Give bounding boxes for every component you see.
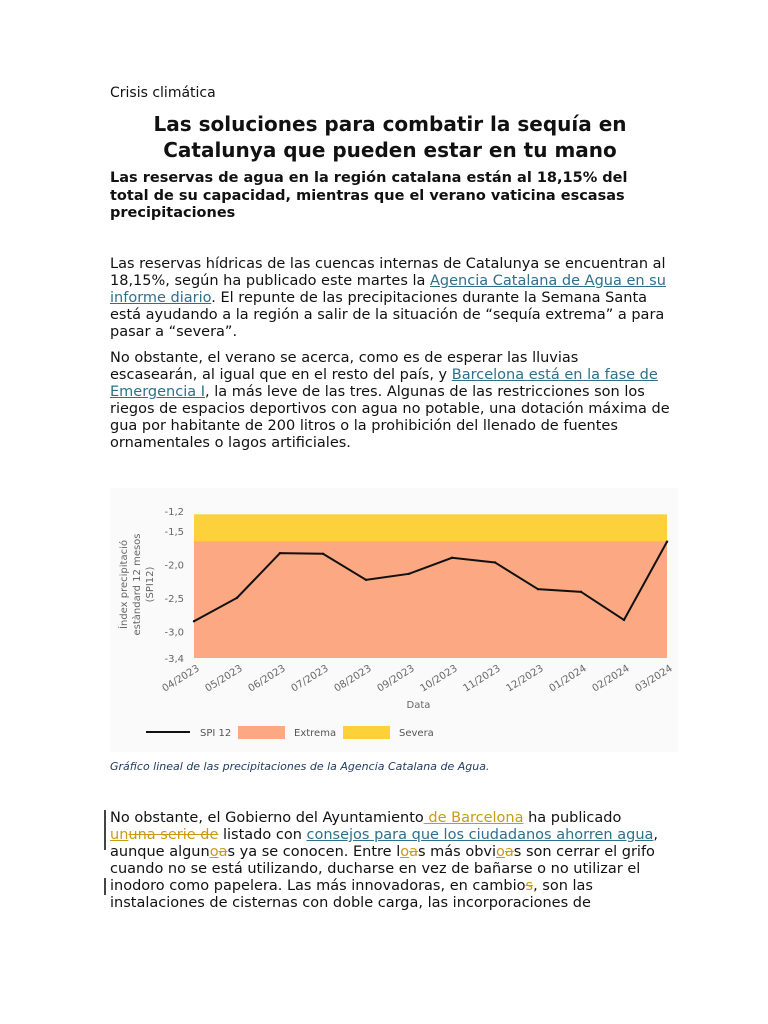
data-point: [494, 561, 496, 563]
data-point: [365, 579, 367, 581]
data-point: [537, 588, 539, 590]
y-tick-label: -3,4: [164, 654, 184, 665]
legend-label: SPI 12: [200, 728, 232, 739]
paragraph-1-text-b: . El repunte de las precipitaciones durante la Semana Santa está ayudando a la región a salir de la situación de “sequía extrema” a para pasar a “severa”.: [110, 290, 665, 340]
x-tick-label: 10/2023: [418, 663, 460, 695]
link-agencia-catalana[interactable]: Agencia Catalana de Agua en su informe diario: [110, 273, 666, 306]
y-tick-label: -2,0: [164, 560, 184, 572]
chart-caption: Gráfico lineal de las precipitaciones de la Agencia Catalana de Agua.: [110, 760, 490, 773]
x-tick-label: 11/2023: [461, 663, 503, 695]
legend-label: Extrema: [294, 728, 337, 739]
paragraph-3-text: ha publicado: [523, 810, 622, 826]
change-bar: [104, 878, 106, 895]
x-tick-label: 07/2023: [289, 663, 331, 695]
tracked-deletion[interactable]: una serie de: [128, 827, 219, 843]
data-point: [580, 591, 582, 593]
y-tick-label: -1,2: [164, 507, 184, 518]
x-tick-label: 01/2024: [547, 663, 589, 695]
tracked-insertion[interactable]: un: [110, 827, 129, 843]
data-point: [451, 557, 453, 559]
y-tick-label: -3,0: [164, 627, 184, 639]
paragraph-3-text: , son las instalaciones de cisternas con doble carga, las incorporaciones de: [110, 878, 593, 911]
band-extrema: [194, 541, 667, 658]
data-point: [666, 541, 668, 543]
paragraph-3-text: s más obvi: [418, 844, 497, 860]
link-consejos-ahorro-agua[interactable]: consejos para que los ciudadanos ahorren agua: [306, 827, 654, 843]
link-barcelona-emergencia[interactable]: Barcelona está en la fase de Emergencia I: [110, 367, 658, 400]
y-tick-label: -1,5: [164, 527, 184, 539]
x-tick-label: 08/2023: [332, 663, 374, 695]
paragraph-3-text: No obstante, el Gobierno del Ayuntamiento: [110, 810, 424, 826]
tracked-insertion[interactable]: o: [496, 844, 505, 860]
tracked-insertion[interactable]: o: [209, 844, 219, 860]
x-axis-label: Data: [406, 700, 431, 711]
tracked-insertion[interactable]: o: [400, 844, 410, 860]
paragraph-3-text: s son cerrar el grifo cuando no se está utilizando, ducharse en vez de bañarse o no utilizar el inodoro como papelera. Las más innovadoras, en cambio: [110, 844, 655, 894]
article-title: Las soluciones para combatir la sequía en Catalunya que pueden estar en tu mano: [153, 112, 627, 162]
chart-svg: [110, 488, 678, 752]
data-point: [193, 620, 195, 622]
x-tick-label: 09/2023: [375, 663, 417, 695]
precipitation-chart: [110, 488, 678, 752]
x-tick-label: 06/2023: [246, 663, 288, 695]
data-point: [279, 552, 281, 554]
y-axis-label: Índex precipitació: [119, 540, 130, 629]
x-tick-label: 12/2023: [504, 663, 546, 695]
paragraph-1: [110, 256, 670, 341]
y-tick-label: -2,5: [164, 593, 184, 605]
paragraph-2-text-a: No obstante, el verano se acerca, como es de esperar las lluvias escasearán, al igual que en el resto del país, y: [110, 350, 579, 383]
data-point: [322, 553, 324, 555]
legend-swatch-extrema: [238, 726, 285, 739]
x-tick-label: 04/2023: [160, 663, 202, 695]
band-severa: [194, 514, 667, 541]
y-axis-label: (SPI12): [145, 566, 156, 603]
x-tick-label: 05/2023: [203, 663, 245, 695]
paragraph-1-text-a: Las reservas hídricas de las cuencas internas de Catalunya se encuentran al 18,15%, según ha publicado este martes la: [110, 256, 666, 289]
tracked-insertion[interactable]: de Barcelona: [423, 810, 524, 826]
x-tick-label: 03/2024: [633, 663, 675, 695]
y-axis-label: estàndard 12 mesos: [132, 533, 143, 636]
data-point: [623, 619, 625, 621]
legend-swatch-severa: [343, 726, 390, 739]
tracked-deletion[interactable]: a: [504, 844, 514, 860]
data-point: [408, 573, 410, 575]
paragraph-3-text: s ya se conocen. Entre l: [227, 844, 401, 860]
tracked-deletion[interactable]: a: [218, 844, 228, 860]
paragraph-3-text: listado con: [218, 827, 307, 843]
section-label: Crisis climática: [110, 85, 216, 101]
paragraph-3: [110, 810, 670, 912]
paragraph-3-text: , aunque algun: [110, 827, 659, 860]
x-tick-label: 02/2024: [590, 663, 632, 695]
tracked-deletion[interactable]: s: [525, 878, 534, 894]
change-bar: [104, 810, 106, 850]
article-subtitle: Las reservas de agua en la región catalana están al 18,15% del total de su capacidad, mientras que el verano vaticina escasas precipitaciones: [110, 170, 628, 221]
data-point: [236, 597, 238, 599]
paragraph-2: [110, 350, 670, 452]
legend-label: Severa: [399, 728, 434, 739]
tracked-deletion[interactable]: a: [409, 844, 418, 860]
paragraph-2-text-b: , la más leve de las tres. Algunas de las restricciones son los riegos de espacios deportivos con agua no potable, una dotación máxima de gua por habitante de 200 litros o la prohibición del llenado de fuentes ornamentales o lagos artificiales.: [110, 384, 670, 451]
